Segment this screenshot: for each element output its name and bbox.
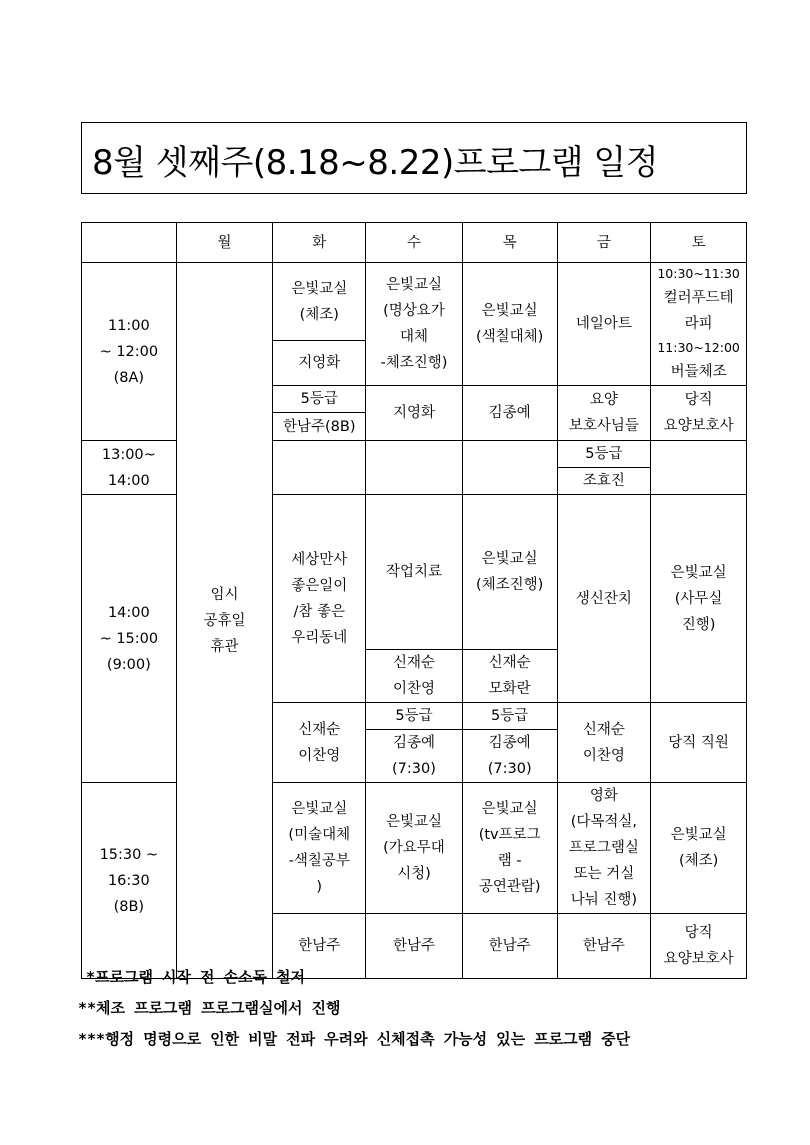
- cell-r8-thu: 신재순 모화란: [462, 650, 557, 703]
- cell-r11-sat: 은빛교실 (체조): [651, 783, 747, 914]
- cell-r12-thu: 한남주: [462, 914, 557, 979]
- sat-program-2: 버들체조: [670, 364, 727, 380]
- cell-r12-sat: 당직 요양보호사: [651, 914, 747, 979]
- note-exercise-room: **체조 프로그램 프로그램실에서 진행: [78, 999, 341, 1017]
- cell-r11-wed: 은빛교실 (가요무대 시청): [366, 783, 463, 914]
- schedule-table: [81, 222, 747, 979]
- header-fri: 금: [557, 223, 651, 263]
- monday-closed: 임시 공휴일 휴관: [176, 263, 273, 979]
- cell-r9-wed: 5등급: [366, 703, 463, 730]
- cell-r7-tue: 세상만사 좋은일이 /참 좋은 우리동네: [273, 495, 366, 703]
- header-row: [82, 223, 747, 263]
- cell-r1-sat: [651, 263, 747, 386]
- cell-r9-fri: 신재순 이찬영: [557, 703, 651, 783]
- header-tue: 화: [273, 223, 366, 263]
- cell-r5-tue: [273, 441, 366, 495]
- cell-r3-wed: 지영화: [366, 386, 463, 441]
- cell-r11-tue: 은빛교실 (미술대체 -색칠공부 ): [273, 783, 366, 914]
- cell-r8-wed: 신재순 이찬영: [366, 650, 463, 703]
- header-mon: 월: [176, 223, 273, 263]
- sat-time-1: 10:30~11:30: [657, 266, 740, 281]
- cell-r5-fri: 5등급: [557, 441, 651, 468]
- cell-r1-fri: 네일아트: [557, 263, 651, 386]
- cell-r9-sat: 당직 직원: [651, 703, 747, 783]
- cell-r7-sat: 은빛교실 (사무실 진행): [651, 495, 747, 703]
- cell-r11-thu: 은빛교실 (tv프로그 램 - 공연관람): [462, 783, 557, 914]
- header-sat: 토: [651, 223, 747, 263]
- title-box: [81, 122, 747, 194]
- header-thu: 목: [462, 223, 557, 263]
- cell-r9-tue: 신재순 이찬영: [273, 703, 366, 783]
- cell-r11-fri: 영화 (다목적실, 프로그램실 또는 거실 나눠 진행): [557, 783, 651, 914]
- cell-r3-sat: 당직 요양보호사: [651, 386, 747, 441]
- cell-r9-thu: 5등급: [462, 703, 557, 730]
- cell-r5-sat: [651, 441, 747, 495]
- cell-r1-wed: 은빛교실 (명상요가 대체 -체조진행): [366, 263, 463, 386]
- cell-r3-fri: 요양 보호사님들: [557, 386, 651, 441]
- sat-program-1: 컬러푸드테 라피: [663, 290, 734, 332]
- cell-r12-wed: 한남주: [366, 914, 463, 979]
- time-slot-2: 13:00~ 14:00: [82, 441, 177, 495]
- cell-r10-thu: 김종예 (7:30): [462, 730, 557, 783]
- page-title: 8월 셋째주(8.18~8.22)프로그램 일정: [92, 143, 659, 183]
- cell-r12-tue: 한남주: [273, 914, 366, 979]
- cell-r5-wed: [366, 441, 463, 495]
- cell-r6-fri: 조효진: [557, 468, 651, 495]
- note-program-suspension: ***행정 명령으로 인한 비말 전파 우려와 신체접촉 가능성 있는 프로그램 중단: [78, 1030, 631, 1048]
- cell-r1-thu: 은빛교실 (색칠대체): [462, 263, 557, 386]
- cell-r2-tue: 지영화: [273, 341, 366, 386]
- cell-r4-tue: 한남주(8B): [273, 413, 366, 441]
- note-hand-sanitize: *프로그램 시작 전 손소독 철저: [86, 968, 306, 986]
- cell-r7-thu: 은빛교실 (체조진행): [462, 495, 557, 650]
- cell-r7-wed: 작업치료: [366, 495, 463, 650]
- header-wed: 수: [366, 223, 463, 263]
- time-slot-4: 15:30 ~ 16:30 (8B): [82, 783, 177, 979]
- time-slot-3: 14:00 ~ 15:00 (9:00): [82, 495, 177, 783]
- cell-r3-tue: 5등급: [273, 386, 366, 413]
- cell-r7-fri: 생신잔치: [557, 495, 651, 703]
- header-corner: [82, 223, 177, 263]
- cell-r1-tue: 은빛교실 (체조): [273, 263, 366, 341]
- cell-r3-thu: 김종예: [462, 386, 557, 441]
- notes: [78, 962, 630, 1055]
- time-slot-1: 11:00 ~ 12:00 (8A): [82, 263, 177, 441]
- cell-r12-fri: 한남주: [557, 914, 651, 979]
- cell-r10-wed: 김종예 (7:30): [366, 730, 463, 783]
- cell-r5-thu: [462, 441, 557, 495]
- sat-time-2: 11:30~12:00: [657, 340, 740, 355]
